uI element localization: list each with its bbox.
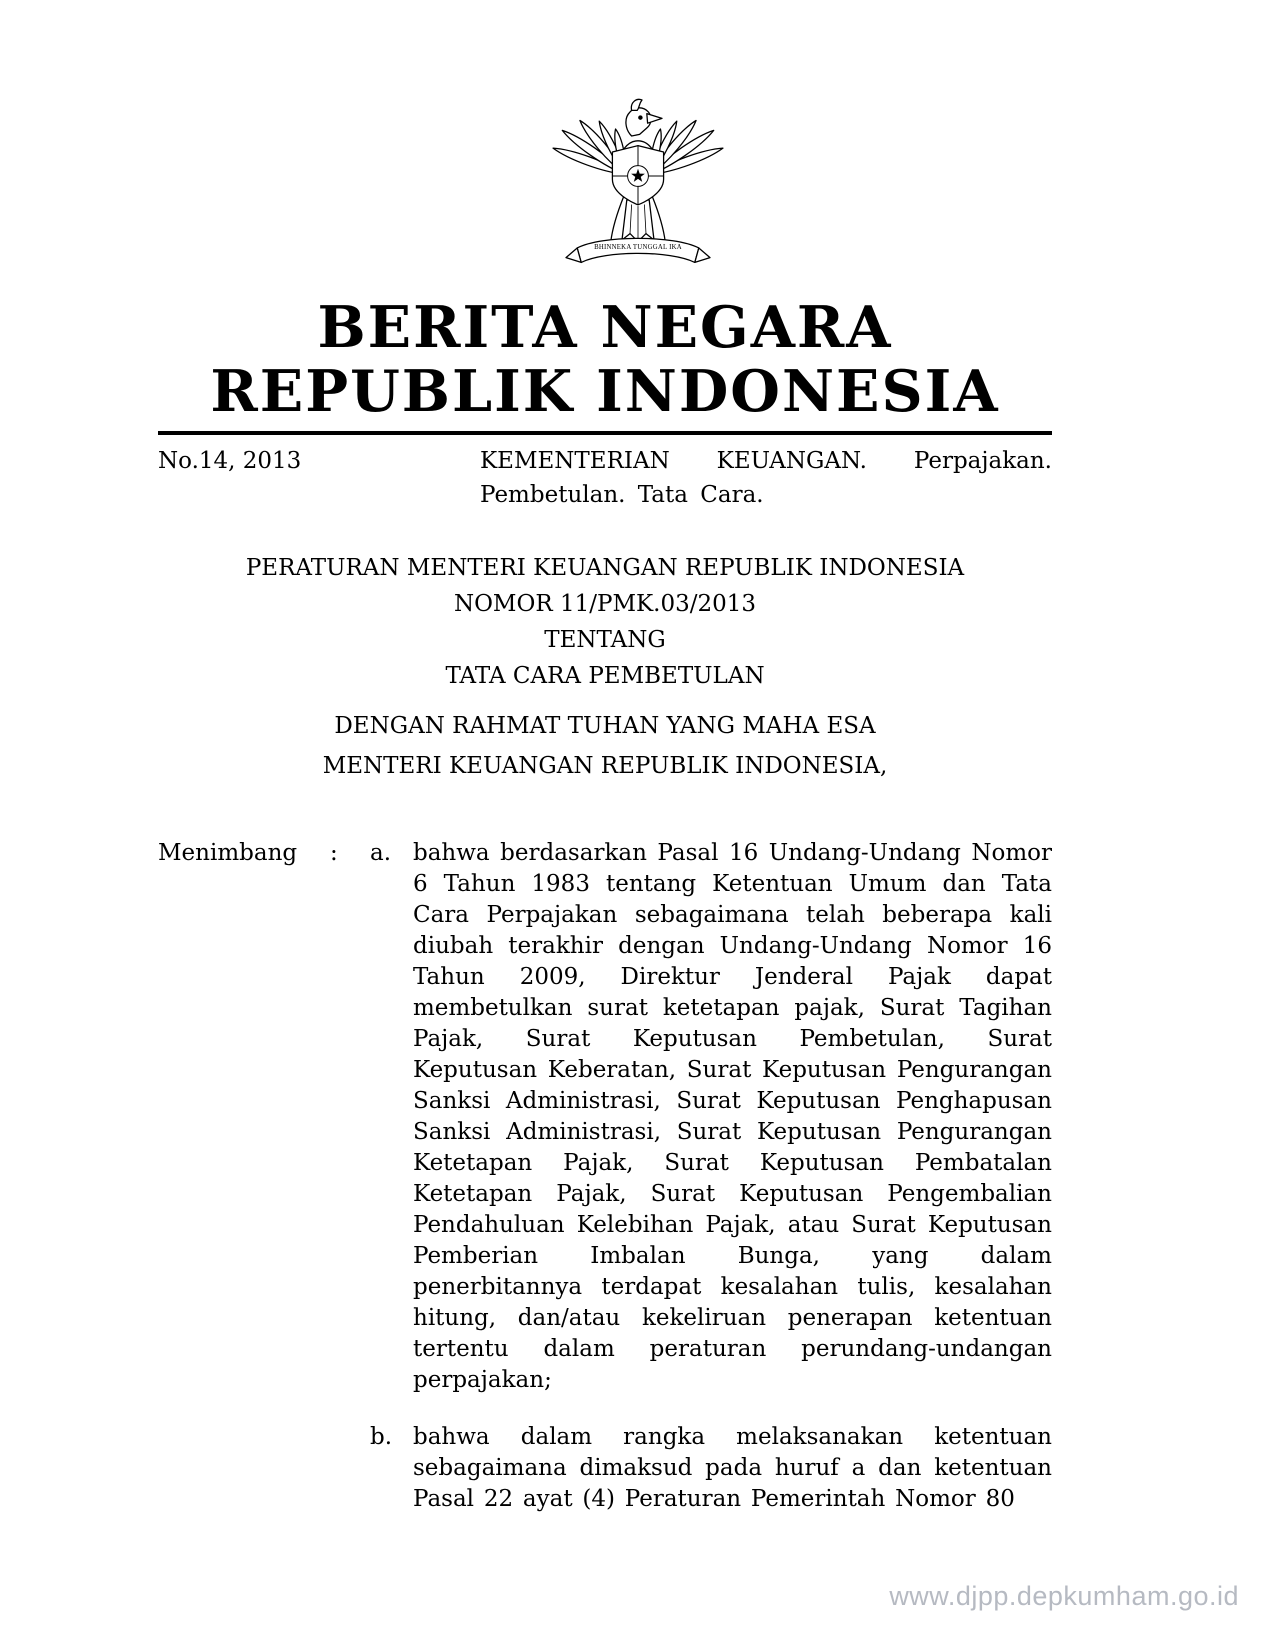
left-leg-icon (610, 197, 623, 242)
gazette-title-line2: REPUBLIK INDONESIA (210, 358, 1000, 425)
regulation-about-label: TENTANG (544, 627, 666, 653)
authority-line: MENTERI KEUANGAN REPUBLIK INDONESIA, (322, 753, 888, 779)
issue-subject: KEMENTERIAN KEUANGAN. Perpajakan. Pembetulan. Tata Cara. (480, 448, 1052, 508)
issue-row (158, 444, 1052, 512)
regulation-heading (158, 550, 1052, 694)
masthead-rule (158, 431, 1052, 435)
tail-icon (622, 200, 654, 242)
garuda-pancasila-icon (542, 80, 734, 296)
regulation-about: TATA CARA PEMBETULAN (445, 663, 765, 689)
motto-banner-icon (566, 238, 710, 262)
watermark: www.djpp.depkumham.go.id (889, 1581, 1239, 1611)
issue-number: No.14, 2013 (158, 448, 302, 474)
gazette-title (158, 296, 1052, 424)
regulation-title: PERATURAN MENTERI KEUANGAN REPUBLIK INDONESIA (245, 555, 965, 581)
emblem-motto: BHINNEKA TUNGGAL IKA (593, 243, 682, 251)
shield-icon (612, 146, 663, 205)
considerations-label: Menimbang (158, 840, 298, 866)
right-leg-icon (652, 197, 665, 242)
page-content (158, 294, 1052, 1515)
consideration-b-text: bahwa dalam rangka melaksanakan ketentuan sebagaimana dimaksud pada huruf a dan ketentuan Pasal 22 ayat (4) Peraturan Pemerintah Nomor 80 (413, 1424, 1052, 1512)
gazette-title-line1: BERITA NEGARA (317, 294, 893, 361)
consideration-b-marker: b. (370, 1424, 393, 1450)
national-emblem (0, 80, 1275, 296)
considerations-colon: : (330, 840, 338, 866)
regulation-number: NOMOR 11/PMK.03/2013 (453, 591, 757, 617)
head-icon (625, 99, 661, 136)
consideration-a-marker: a. (370, 840, 392, 866)
invocation-line: DENGAN RAHMAT TUHAN YANG MAHA ESA (334, 713, 876, 739)
consideration-a-text: bahwa berdasarkan Pasal 16 Undang-Undang Nomor 6 Tahun 1983 tentang Ketentuan Umum dan Tata Cara Perpajakan sebagaimana telah beberapa kali diubah terakhir dengan Undang-Undang Nomor 16 Tahun 2009, Direktur Jenderal Pajak dapat membetulkan surat ketetapan pajak, Surat Tagihan Pajak, Surat Keputusan Pembetulan, Surat Keputusan Keberatan, Surat Keputusan Pengurangan Sanksi Administrasi, Surat Keputusan Penghapusan Sanksi Administrasi, Surat Keputusan Pengurangan Ketetapan Pajak, Surat Keputusan Pembatalan Ketetapan Pajak, Surat Keputusan Pengembalian Pendahuluan Kelebihan Pajak, atau Surat Keputusan Pemberian Imbalan Bunga, yang dalam penerbitannya terdapat kesalahan tulis, kesalahan hitung, dan/atau kekeliruan penerapan ketentuan tertentu dalam peraturan perundang-undangan perpajakan; (413, 840, 1052, 1393)
considerations-section (158, 838, 1052, 1515)
